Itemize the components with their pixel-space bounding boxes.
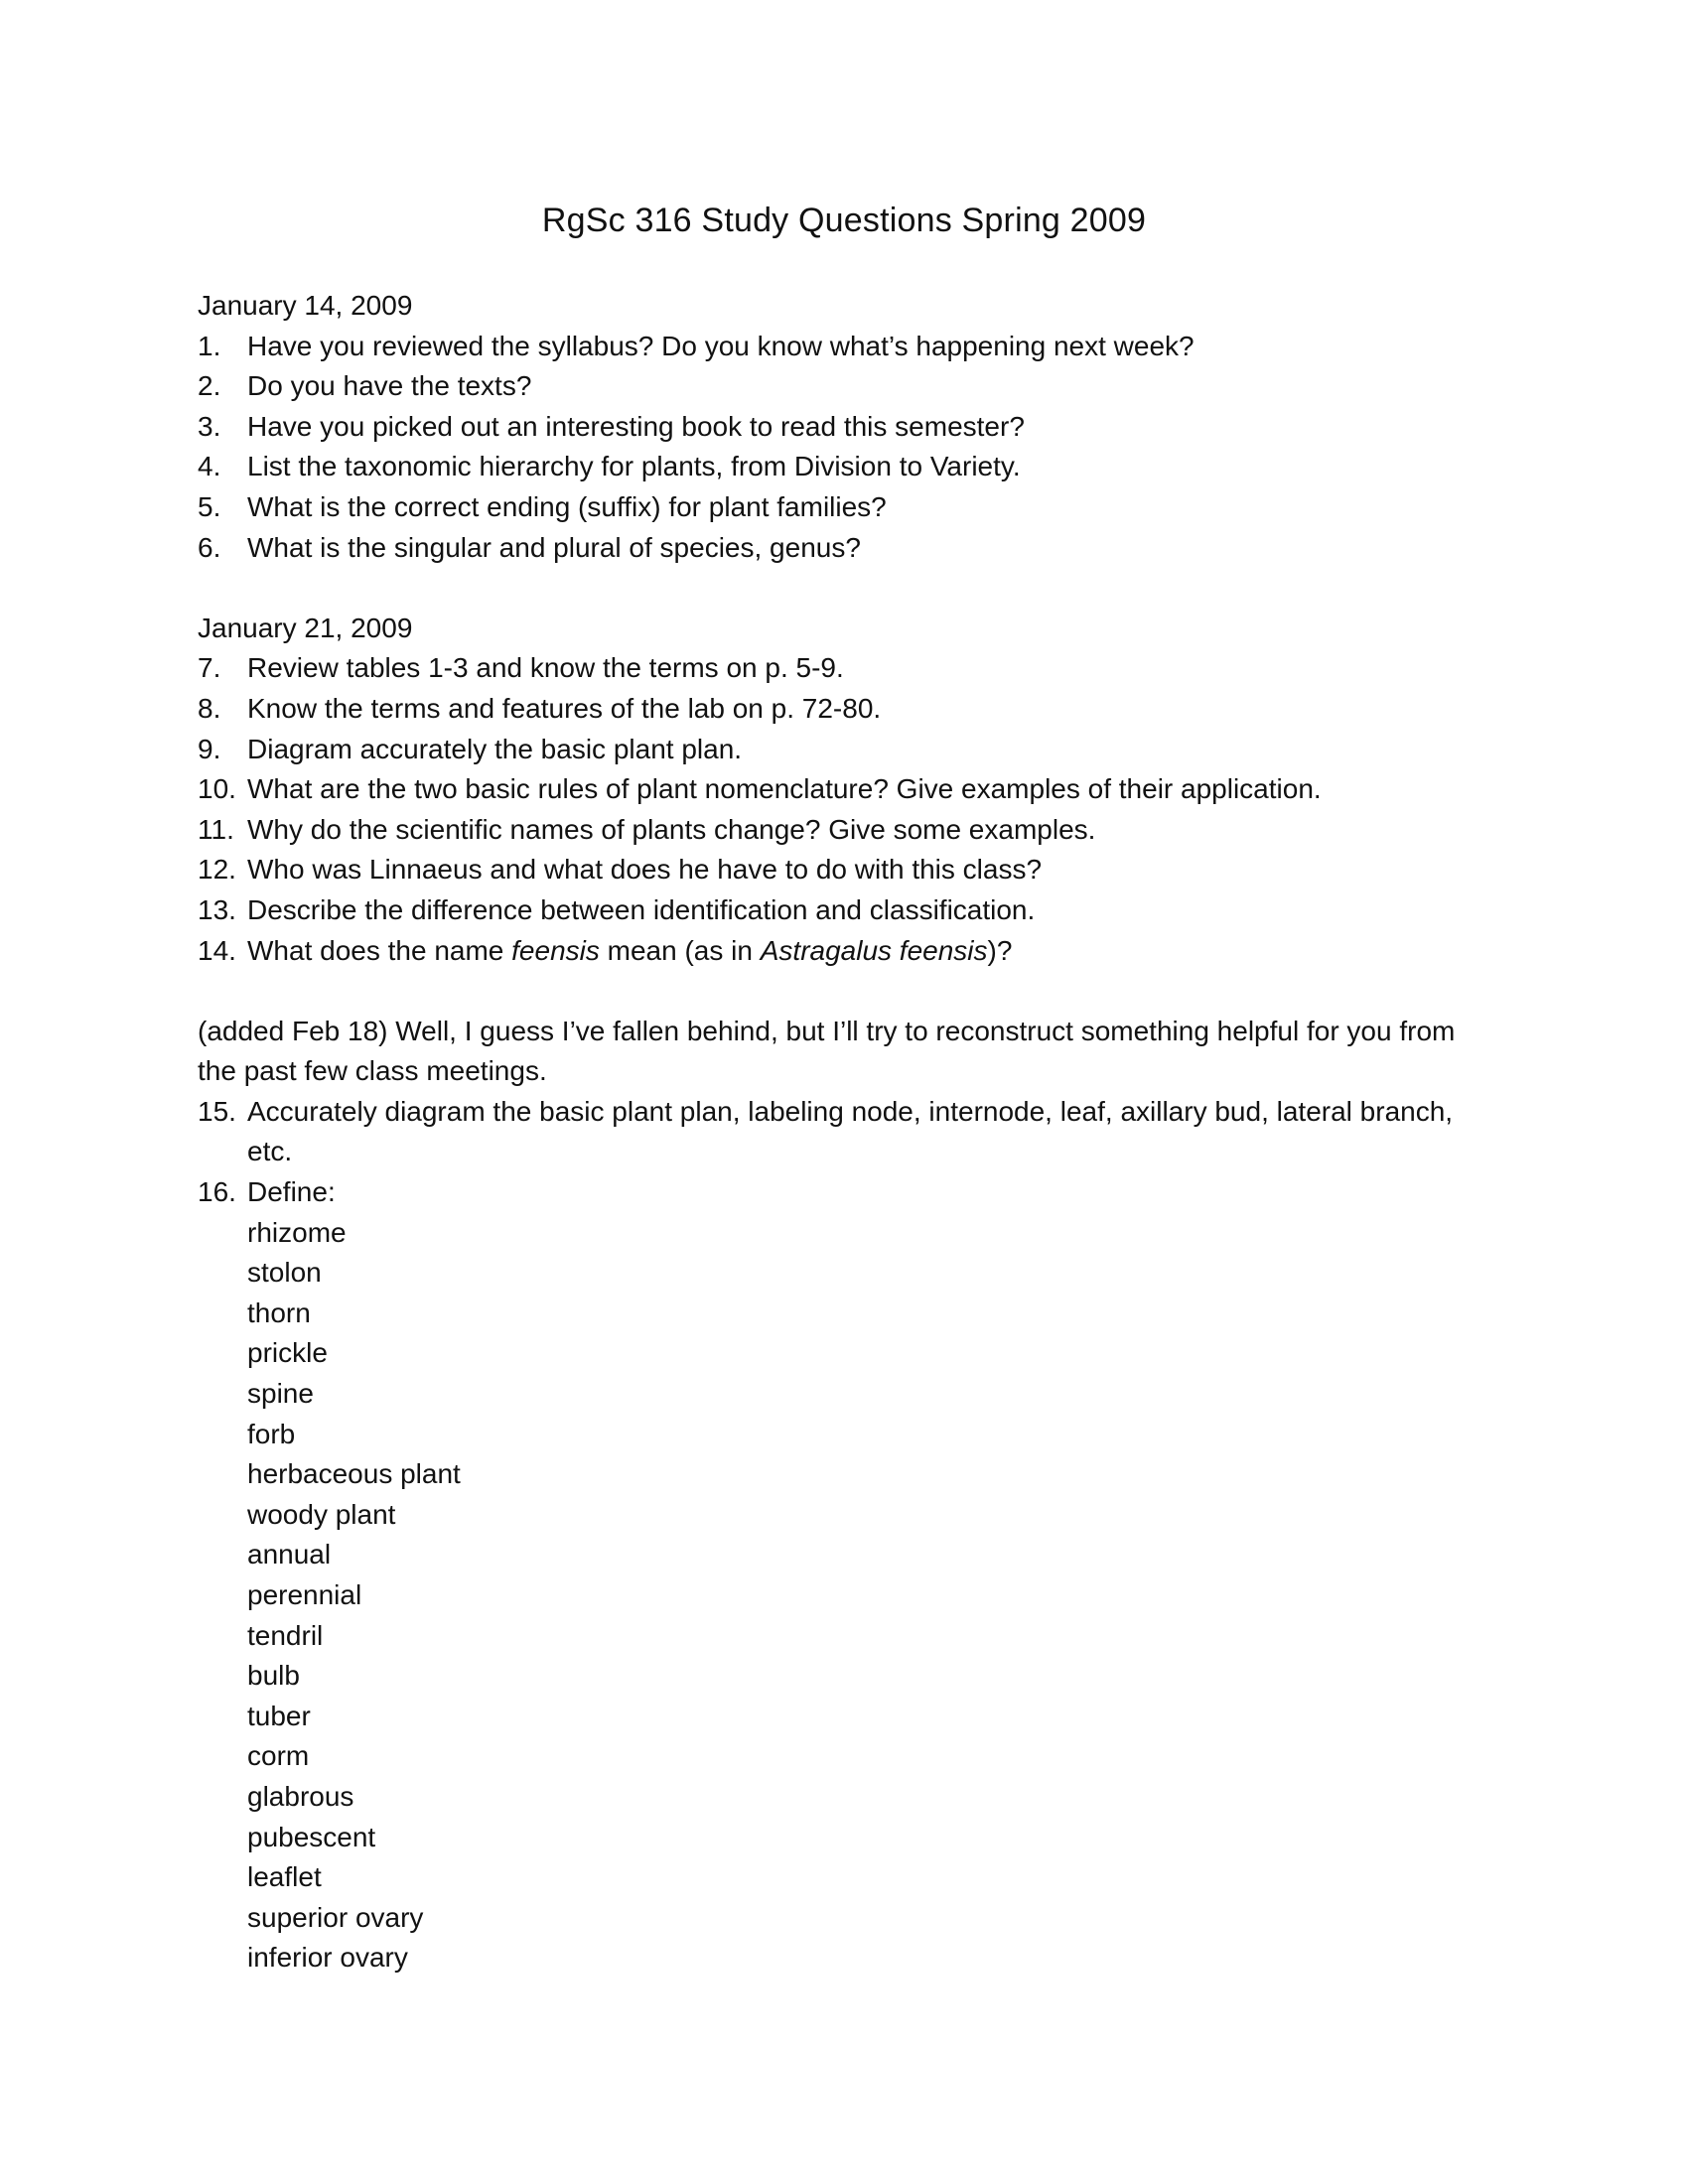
question-text: Have you picked out an interesting book to read this semester? bbox=[247, 410, 1025, 442]
question-text: List the taxonomic hierarchy for plants, from Division to Variety. bbox=[247, 451, 1021, 482]
section-date-jan21: January 21, 2009 bbox=[198, 612, 413, 643]
term-item: bulb bbox=[247, 1660, 300, 1692]
italic-epithet: feensis bbox=[511, 934, 600, 966]
section-date-jan14: January 14, 2009 bbox=[198, 290, 413, 321]
question-5 bbox=[198, 487, 1488, 528]
term-item: forb bbox=[247, 1418, 296, 1449]
question-number: 3. bbox=[198, 410, 221, 442]
spacer bbox=[198, 568, 1488, 609]
question-text: What is the correct ending (suffix) for plant families? bbox=[247, 490, 887, 522]
question-text: Define: bbox=[247, 1176, 336, 1208]
term-item: leaflet bbox=[247, 1861, 322, 1893]
page-title: RgSc 316 Study Questions Spring 2009 bbox=[541, 202, 1147, 239]
question-text: Accurately diagram the basic plant plan, labeling node, internode, leaf, axillary bud, lateral branch, etc. bbox=[247, 1095, 1454, 1167]
question-14 bbox=[198, 931, 1488, 972]
term-item: prickle bbox=[247, 1337, 328, 1369]
term-item: rhizome bbox=[247, 1216, 347, 1248]
question-number: 10. bbox=[198, 773, 236, 805]
question-number: 7. bbox=[198, 652, 221, 684]
question-text: Describe the difference between identification and classification. bbox=[247, 893, 1036, 925]
term-item: glabrous bbox=[247, 1780, 354, 1812]
question-text-part: What does the name bbox=[247, 934, 512, 966]
question-number: 9. bbox=[198, 733, 221, 764]
question-4 bbox=[198, 447, 1488, 487]
term-item: tendril bbox=[247, 1619, 324, 1651]
question-15 bbox=[198, 1092, 1488, 1172]
question-text: What is the singular and plural of species, genus? bbox=[247, 531, 861, 563]
question-number: 14. bbox=[198, 934, 236, 966]
term-item: stolon bbox=[247, 1257, 322, 1289]
term-item: pubescent bbox=[247, 1821, 376, 1852]
question-6 bbox=[198, 528, 1488, 569]
question-2 bbox=[198, 366, 1488, 407]
question-10 bbox=[198, 769, 1488, 810]
question-text: Have you reviewed the syllabus? Do you know what’s happening next week? bbox=[247, 330, 1195, 361]
term-item: thorn bbox=[247, 1297, 311, 1328]
question-9 bbox=[198, 730, 1488, 770]
question-text: Why do the scientific names of plants change? Give some examples. bbox=[247, 813, 1096, 845]
term-item: woody plant bbox=[247, 1498, 396, 1530]
question-number: 5. bbox=[198, 490, 221, 522]
question-number: 4. bbox=[198, 451, 221, 482]
document-body bbox=[198, 286, 1488, 1979]
question-text: What are the two basic rules of plant nomenclature? Give examples of their application. bbox=[247, 773, 1322, 805]
question-text: Who was Linnaeus and what does he have to do with this class? bbox=[247, 854, 1043, 886]
added-note: (added Feb 18) Well, I guess I’ve fallen behind, but I’ll try to reconstruct something helpful for you from the past few class meetings. bbox=[198, 1015, 1456, 1087]
term-item: inferior ovary bbox=[247, 1942, 408, 1974]
question-1 bbox=[198, 327, 1488, 367]
question-number: 15. bbox=[198, 1095, 236, 1127]
spacer bbox=[198, 971, 1488, 1012]
question-7 bbox=[198, 648, 1488, 689]
question-number: 16. bbox=[198, 1176, 236, 1208]
italic-species-name: Astragalus feensis bbox=[760, 934, 988, 966]
question-text-part: mean (as in bbox=[599, 934, 761, 966]
question-text: Know the terms and features of the lab on p. 72-80. bbox=[247, 692, 882, 724]
question-number: 2. bbox=[198, 370, 221, 402]
question-text-part: )? bbox=[987, 934, 1013, 966]
question-text: Do you have the texts? bbox=[247, 370, 532, 402]
question-number: 11. bbox=[198, 813, 234, 845]
question-3 bbox=[198, 407, 1488, 448]
term-item: corm bbox=[247, 1740, 310, 1772]
question-text: Review tables 1-3 and know the terms on p. 5-9. bbox=[247, 652, 844, 684]
question-11 bbox=[198, 810, 1488, 851]
term-item: superior ovary bbox=[247, 1901, 424, 1933]
question-12 bbox=[198, 850, 1488, 890]
question-number: 8. bbox=[198, 692, 221, 724]
term-item: perennial bbox=[247, 1579, 362, 1610]
term-item: tuber bbox=[247, 1700, 311, 1731]
question-text: Diagram accurately the basic plant plan. bbox=[247, 733, 743, 764]
question-13 bbox=[198, 890, 1488, 931]
term-item: herbaceous plant bbox=[247, 1458, 461, 1490]
question-number: 1. bbox=[198, 330, 221, 361]
question-number: 6. bbox=[198, 531, 221, 563]
question-text bbox=[247, 931, 1012, 972]
question-number: 13. bbox=[198, 893, 236, 925]
question-number: 12. bbox=[198, 854, 236, 886]
term-item: annual bbox=[247, 1539, 332, 1570]
question-8 bbox=[198, 689, 1488, 730]
term-item: spine bbox=[247, 1378, 314, 1410]
question-16 bbox=[198, 1172, 1488, 1213]
